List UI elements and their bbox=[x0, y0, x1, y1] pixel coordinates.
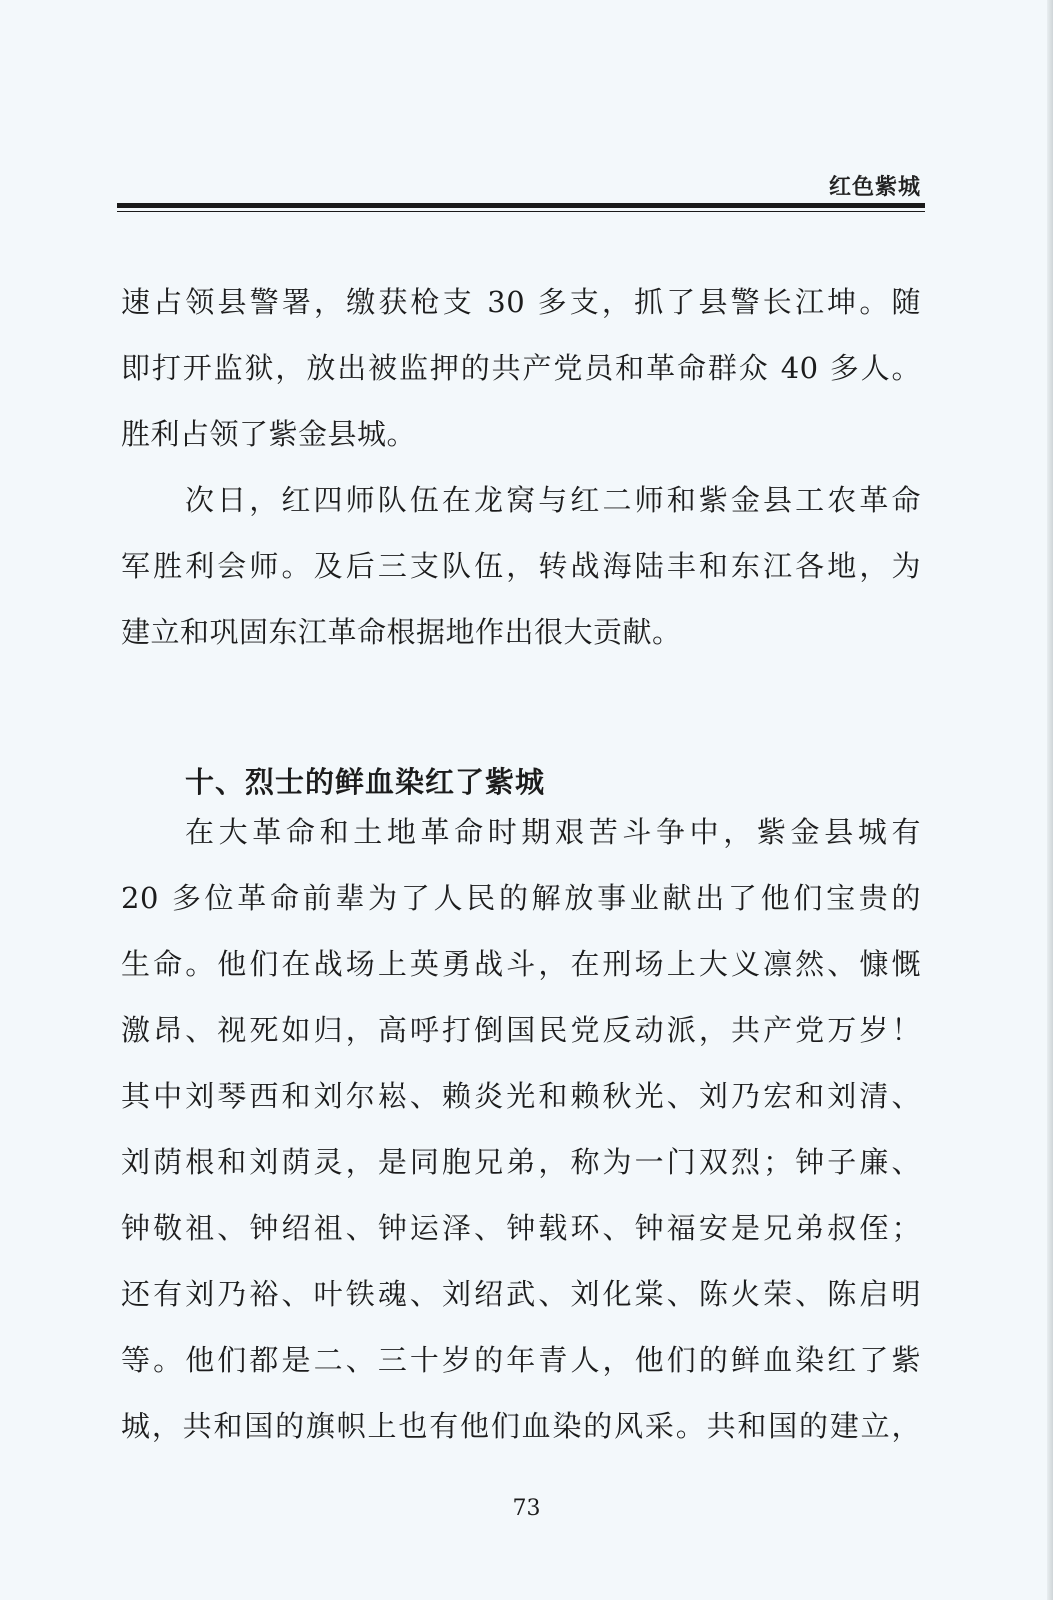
section-heading: 十、烈士的鲜血染红了紫城 bbox=[185, 765, 546, 799]
paragraph-3-line-1: 在大革命和土地革命时期艰苦斗争中，紫金县城有 bbox=[185, 815, 921, 849]
paragraph-3-line-5: 其中刘琴西和刘尔崧、赖炎光和赖秋光、刘乃宏和刘清、 bbox=[121, 1079, 921, 1113]
paragraph-3-line-2: 20 多位革命前辈为了人民的解放事业献出了他们宝贵的 bbox=[121, 881, 921, 915]
page-number: 73 bbox=[512, 1496, 541, 1521]
paragraph-1-line-3: 胜利占领了紫金县城。 bbox=[121, 417, 417, 451]
paragraph-3-line-10: 城，共和国的旗帜上也有他们血染的风采。共和国的建立， bbox=[121, 1409, 921, 1443]
paragraph-3-line-6: 刘荫根和刘荫灵，是同胞兄弟，称为一门双烈；钟子廉、 bbox=[121, 1145, 921, 1179]
paragraph-3-line-9: 等。他们都是二、三十岁的年青人，他们的鲜血染红了紫 bbox=[121, 1343, 921, 1377]
paragraph-2-line-1: 次日，红四师队伍在龙窝与红二师和紫金县工农革命 bbox=[185, 483, 921, 517]
paragraph-3-line-3: 生命。他们在战场上英勇战斗，在刑场上大义凛然、慷慨 bbox=[121, 947, 921, 981]
paragraph-1-line-2: 即打开监狱，放出被监押的共产党员和革命群众 40 多人。 bbox=[121, 351, 921, 385]
running-header-title: 红色紫城 bbox=[828, 175, 921, 200]
header-rule-thin bbox=[117, 211, 925, 212]
paragraph-2-line-3: 建立和巩固东江革命根据地作出很大贡献。 bbox=[121, 615, 682, 649]
paragraph-2-line-2: 军胜利会师。及后三支队伍，转战海陆丰和东江各地，为 bbox=[121, 549, 921, 583]
paragraph-3-line-7: 钟敬祖、钟绍祖、钟运泽、钟载环、钟福安是兄弟叔侄； bbox=[121, 1211, 921, 1245]
paragraph-3-line-8: 还有刘乃裕、叶铁魂、刘绍武、刘化棠、陈火荣、陈启明 bbox=[121, 1277, 921, 1311]
header-rule-thick bbox=[117, 203, 925, 208]
page-edge-shadow bbox=[1047, 0, 1053, 1600]
paragraph-1-line-1: 速占领县警署，缴获枪支 30 多支，抓了县警长江坤。随 bbox=[121, 285, 921, 319]
paragraph-3-line-4: 激昂、视死如归，高呼打倒国民党反动派，共产党万岁！ bbox=[121, 1013, 921, 1047]
